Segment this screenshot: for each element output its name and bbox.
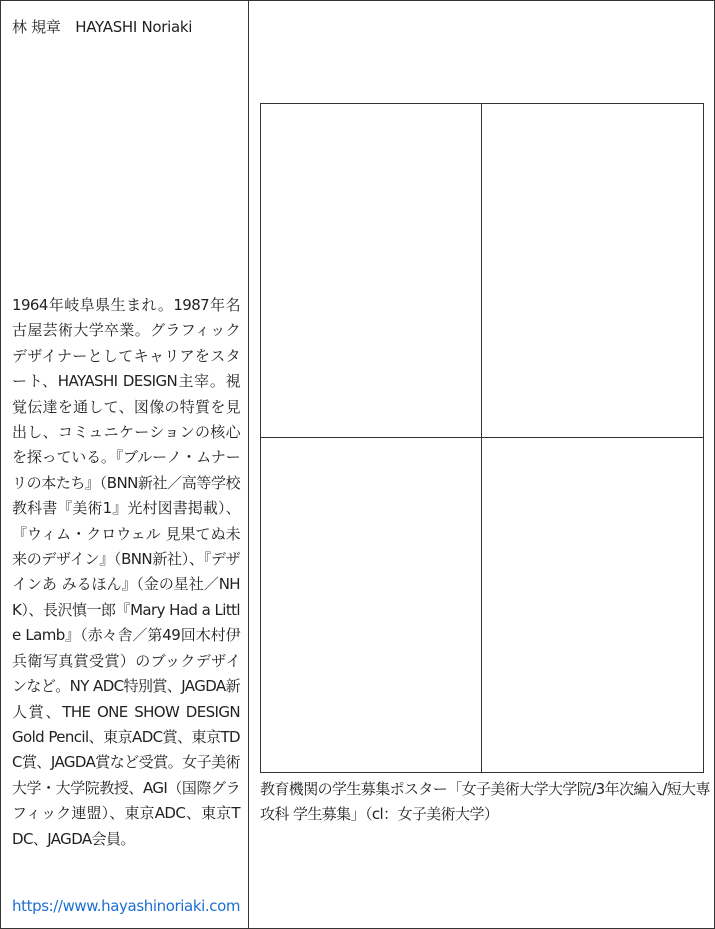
designer-name: 林 規章 HAYASHI Noriaki: [12, 18, 193, 36]
website-link[interactable]: https://www.hayashinoriaki.com: [12, 897, 241, 915]
poster-image-grid: [260, 103, 704, 773]
designer-bio: 1964年岐阜県生まれ。1987年名古屋芸術大学卒業。グラフィックデザイナーとしてキャリアをスタート、HAYASHI DESIGN主宰。視覚伝達を通して、図像の特質を見出し、コミュニケーションの核心を探っている。『ブルーノ・ムナーリの本たち』（BNN新社／高等学校教科書『美術1』光村図書掲載）、『ウィム・クロウェル 見果てぬ未来のデザイン』（BNN新社）、『デザインあ みるほん』（金の星社／NHK）、長沢慎一郎『Mary Had a Little Lamb』（赤々舎／第49回木村伊兵衛写真賞受賞）のブックデザインなど。NY ADC特別賞、JAGDA新人賞、THE ONE SHOW DESIGN Gold Pencil、東京ADC賞、東京TDC賞、JAGDA賞など受賞。女子美術大学・大学院教授、AGI（国際グラフィック連盟）、東京ADC、東京TDC、JAGDA会員。: [12, 296, 240, 848]
poster-image: [482, 438, 703, 772]
poster-image: [482, 104, 703, 438]
work-caption: 教育機関の学生募集ポスター「女子美術大学大学院/3年次編入/短大専攻科 学生募集」（cl：女子美術大学）: [260, 780, 710, 823]
designer-profile-column: [1, 1, 249, 928]
poster-image: [261, 104, 482, 438]
poster-image: [261, 438, 482, 772]
